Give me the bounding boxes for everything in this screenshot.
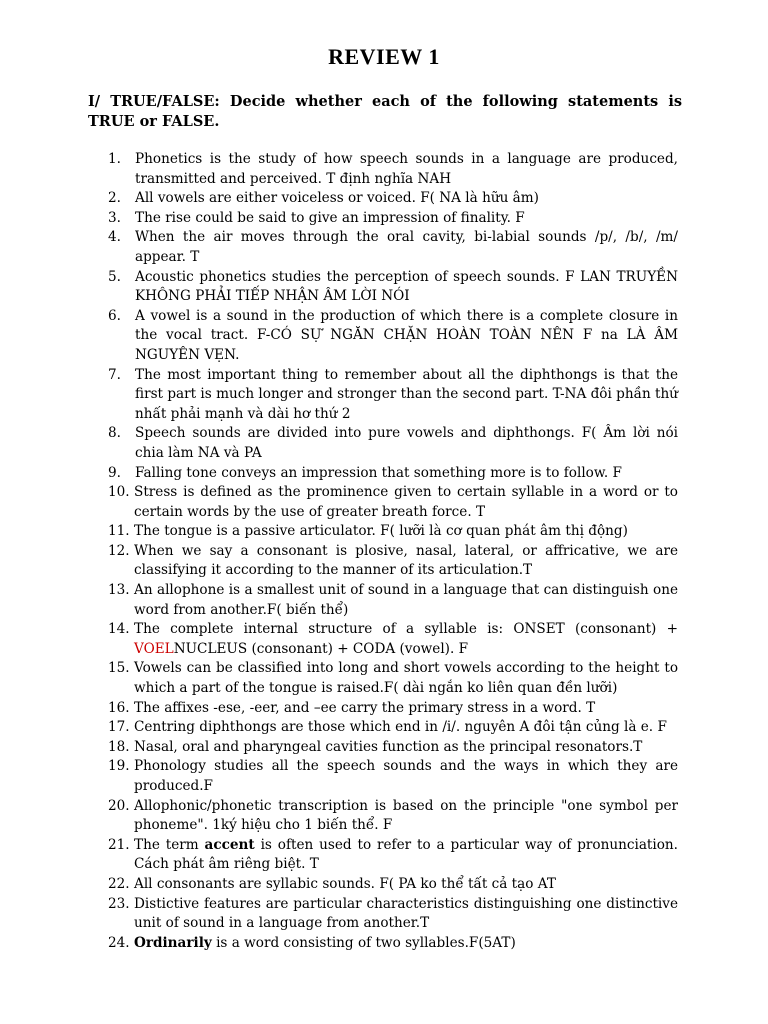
list-item: 3. The rise could be said to give an impression of finality. F bbox=[108, 209, 525, 226]
list-item: 6. A vowel is a sound in the production of which there is a complete closure in the vocal tract. F-CÓ SỰ NGĂN CHẶN HOÀN TOÀN NÊN F na LÀ ÂM NGUYÊN VẸN. bbox=[108, 307, 678, 363]
page-title: REVIEW 1 bbox=[328, 44, 440, 69]
list-item: 10. Stress is defined as the prominence given to certain syllable in a word or to certain words by the use of greater breath force. T bbox=[108, 484, 678, 520]
list-item: 7. The most important thing to remember about all the diphthongs is that the first part is much longer and stronger than the second part. T-NA đôi phần thứ nhất phải mạnh và dài hơ thứ 2 bbox=[108, 366, 678, 422]
bold-term: Ordinarily bbox=[134, 934, 212, 951]
statement-list bbox=[88, 150, 678, 953]
list-item: 18. Nasal, oral and pharyngeal cavities function as the principal resonators.T bbox=[108, 738, 643, 755]
list-item: 4. When the air moves through the oral cavity, bi-labial sounds /p/, /b/, /m/ appear. T bbox=[108, 229, 678, 265]
list-item: 22. All consonants are syllabic sounds. F( PA ko thể tất cả tạo AT bbox=[108, 875, 556, 892]
list-item: 13. An allophone is a smallest unit of sound in a language that can distinguish one word from another.F( biến thể) bbox=[108, 582, 678, 618]
list-item: 2. All vowels are either voiceless or voiced. F( NA là hữu âm) bbox=[108, 190, 539, 207]
list-item: 19. Phonology studies all the speech sounds and the ways in which they are produced.F bbox=[108, 758, 678, 794]
list-item: 24. Ordinarily is a word consisting of two syllables.F(5AT) bbox=[108, 934, 516, 951]
list-item: 14. The complete internal structure of a syllable is: ONSET (consonant) + VOELNUCLEUS (consonant) + CODA (vowel). F bbox=[108, 621, 678, 657]
list-item: 9. Falling tone conveys an impression that something more is to follow. F bbox=[108, 464, 622, 481]
list-item: 17. Centring diphthongs are those which end in /i/. nguyên A đôi tận củng là e. F bbox=[108, 719, 667, 736]
list-item: 5. Acoustic phonetics studies the perception of speech sounds. F LAN TRUYỀN KHÔNG PHẢI TIẾP NHẬN ÂM LỜI NÓI bbox=[108, 268, 678, 305]
list-item: 16. The affixes -ese, -eer, and –ee carry the primary stress in a word. T bbox=[108, 699, 596, 716]
bold-term: accent bbox=[204, 836, 255, 853]
list-item: 21. The term accent is often used to refer to a particular way of pronunciation. Cách phát âm riêng biệt. T bbox=[108, 836, 678, 873]
list-item: 15. Vowels can be classified into long and short vowels according to the height to which a part of the tongue is raised.F( dài ngắn ko liên quan đền lưỡi) bbox=[108, 660, 678, 697]
list-item: 12. When we say a consonant is plosive, nasal, lateral, or affricative, we are classifying it according to the manner of its articulation.T bbox=[108, 542, 678, 579]
list-item: 8. Speech sounds are divided into pure vowels and diphthongs. F( Âm lời nói chia làm NA và PA bbox=[108, 425, 678, 461]
list-item: 11. The tongue is a passive articulator. F( lưỡi là cơ quan phát âm thị động) bbox=[108, 523, 628, 540]
list-item: 1. Phonetics is the study of how speech sounds in a language are produced, transmitted and perceived. T định nghĩa NAH bbox=[108, 151, 678, 187]
list-item: 20. Allophonic/phonetic transcription is based on the principle "one symbol per phoneme". 1ký hiệu cho 1 biến thể. F bbox=[108, 797, 678, 834]
section-instructions: I/ TRUE/FALSE: Decide whether each of the following statements is TRUE or FALSE. bbox=[88, 93, 682, 130]
highlighted-word: VOEL bbox=[134, 640, 174, 657]
list-item: 23. Distictive features are particular characteristics distinguishing one distinctive unit of sound in a language from another.T bbox=[108, 895, 678, 932]
